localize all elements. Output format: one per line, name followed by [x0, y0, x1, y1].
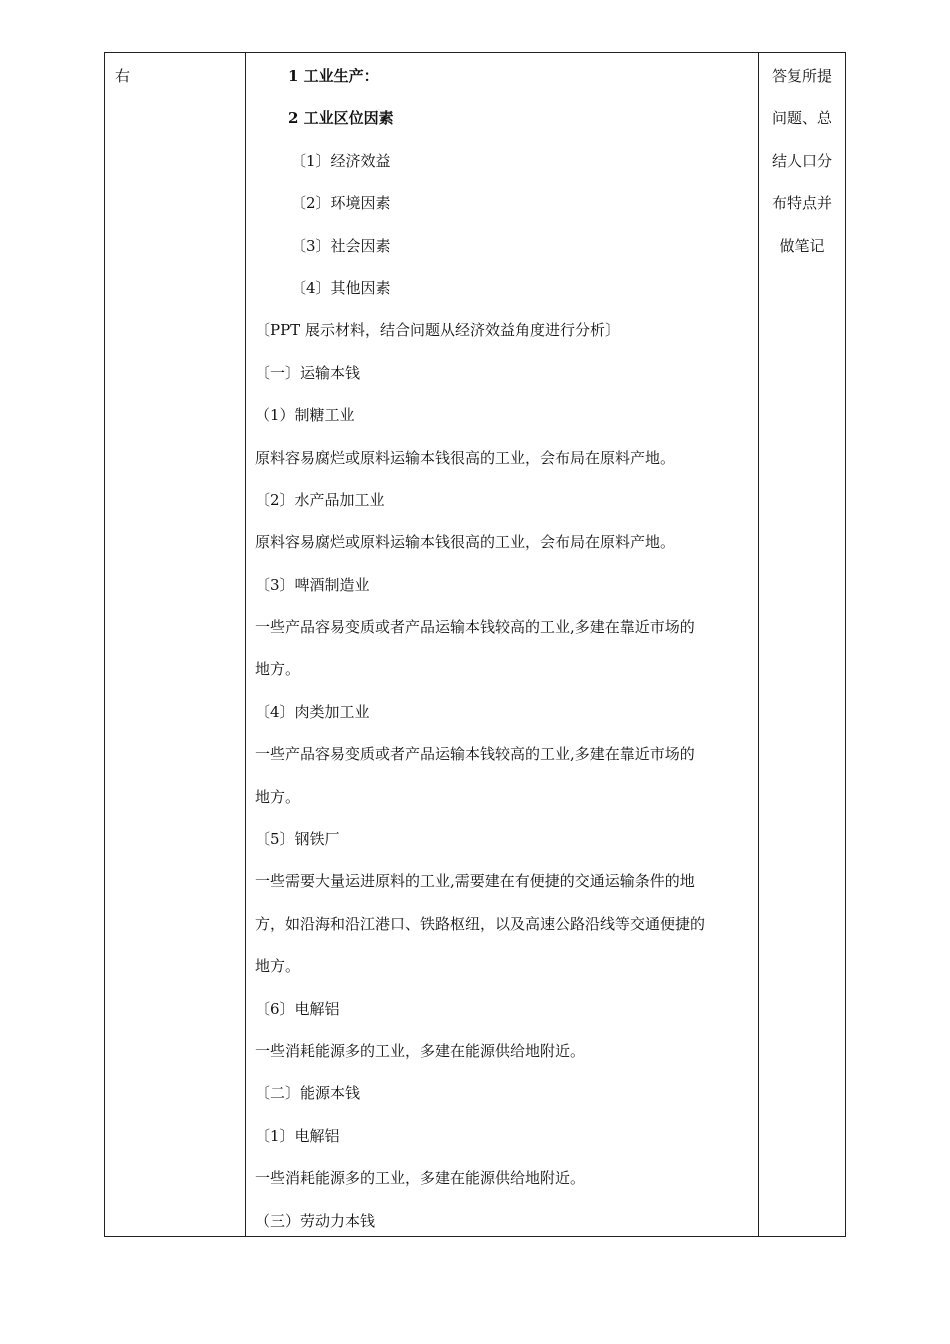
lesson-plan-table: [104, 52, 846, 1237]
text-line: 2 工业区位因素: [288, 109, 394, 128]
text-line: 一些消耗能源多的工业，多建在能源供给地附近。: [255, 1169, 586, 1188]
text-line: 一些需要大量运进原料的工业,需要建在有便捷的交通运输条件的地: [255, 872, 695, 891]
text-line: 〔4〕其他因素: [291, 278, 391, 297]
note-line: 布特点并: [771, 194, 832, 213]
text-line: 〔2〕环境因素: [291, 194, 391, 213]
text-line: 〔一〕运输本钱: [255, 363, 361, 382]
note-line: 问题、总: [771, 109, 832, 128]
text-line: 原料容易腐烂或原料运输本钱很高的工业，会布局在原料产地。: [255, 533, 676, 552]
text-line: 地方。: [255, 787, 301, 806]
text-line: 〔1〕电解铝: [255, 1126, 340, 1145]
note-line: 做笔记: [779, 236, 825, 255]
text-line: 地方。: [255, 957, 301, 976]
text-line: 〔PPT 展示材料，结合问题从经济效益角度进行分析〕: [255, 321, 620, 340]
text-line: （1）制糖工业: [255, 406, 355, 425]
note-line: 答复所提: [771, 67, 832, 85]
left-column: [105, 53, 246, 1236]
text-line: 〔二〕能源本钱: [255, 1084, 361, 1103]
text-line: 〔1〕经济效益: [291, 151, 391, 170]
text-line: 方，如沿海和沿江港口、铁路枢纽，以及高速公路沿线等交通便捷的: [255, 914, 706, 933]
text-line: 〔5〕钢铁厂: [255, 830, 340, 849]
text-line: 地方。: [255, 660, 301, 679]
text-line: 原料容易腐烂或原料运输本钱很高的工业，会布局在原料产地。: [255, 448, 676, 467]
text-line: （三）劳动力本钱: [255, 1211, 376, 1230]
middle-column-content: [255, 66, 753, 1253]
text-line: 〔4〕肉类加工业: [255, 702, 370, 721]
right-column: [759, 53, 845, 1236]
note-line: 结人口分: [771, 151, 832, 170]
text-line: 一些消耗能源多的工业，多建在能源供给地附近。: [255, 1041, 586, 1060]
text-line: 一些产品容易变质或者产品运输本钱较高的工业,多建在靠近市场的: [255, 745, 695, 764]
middle-column: [246, 53, 759, 1236]
text-line: 〔2〕水产品加工业: [255, 490, 385, 509]
right-column-content: [759, 66, 845, 278]
left-column-label: 右: [115, 67, 131, 85]
text-line: 一些产品容易变质或者产品运输本钱较高的工业,多建在靠近市场的: [255, 618, 695, 637]
text-line: 1 工业生产：: [288, 67, 379, 85]
text-line: 〔3〕啤酒制造业: [255, 575, 370, 594]
text-line: 〔6〕电解铝: [255, 999, 340, 1018]
text-line: 〔3〕社会因素: [291, 236, 391, 255]
